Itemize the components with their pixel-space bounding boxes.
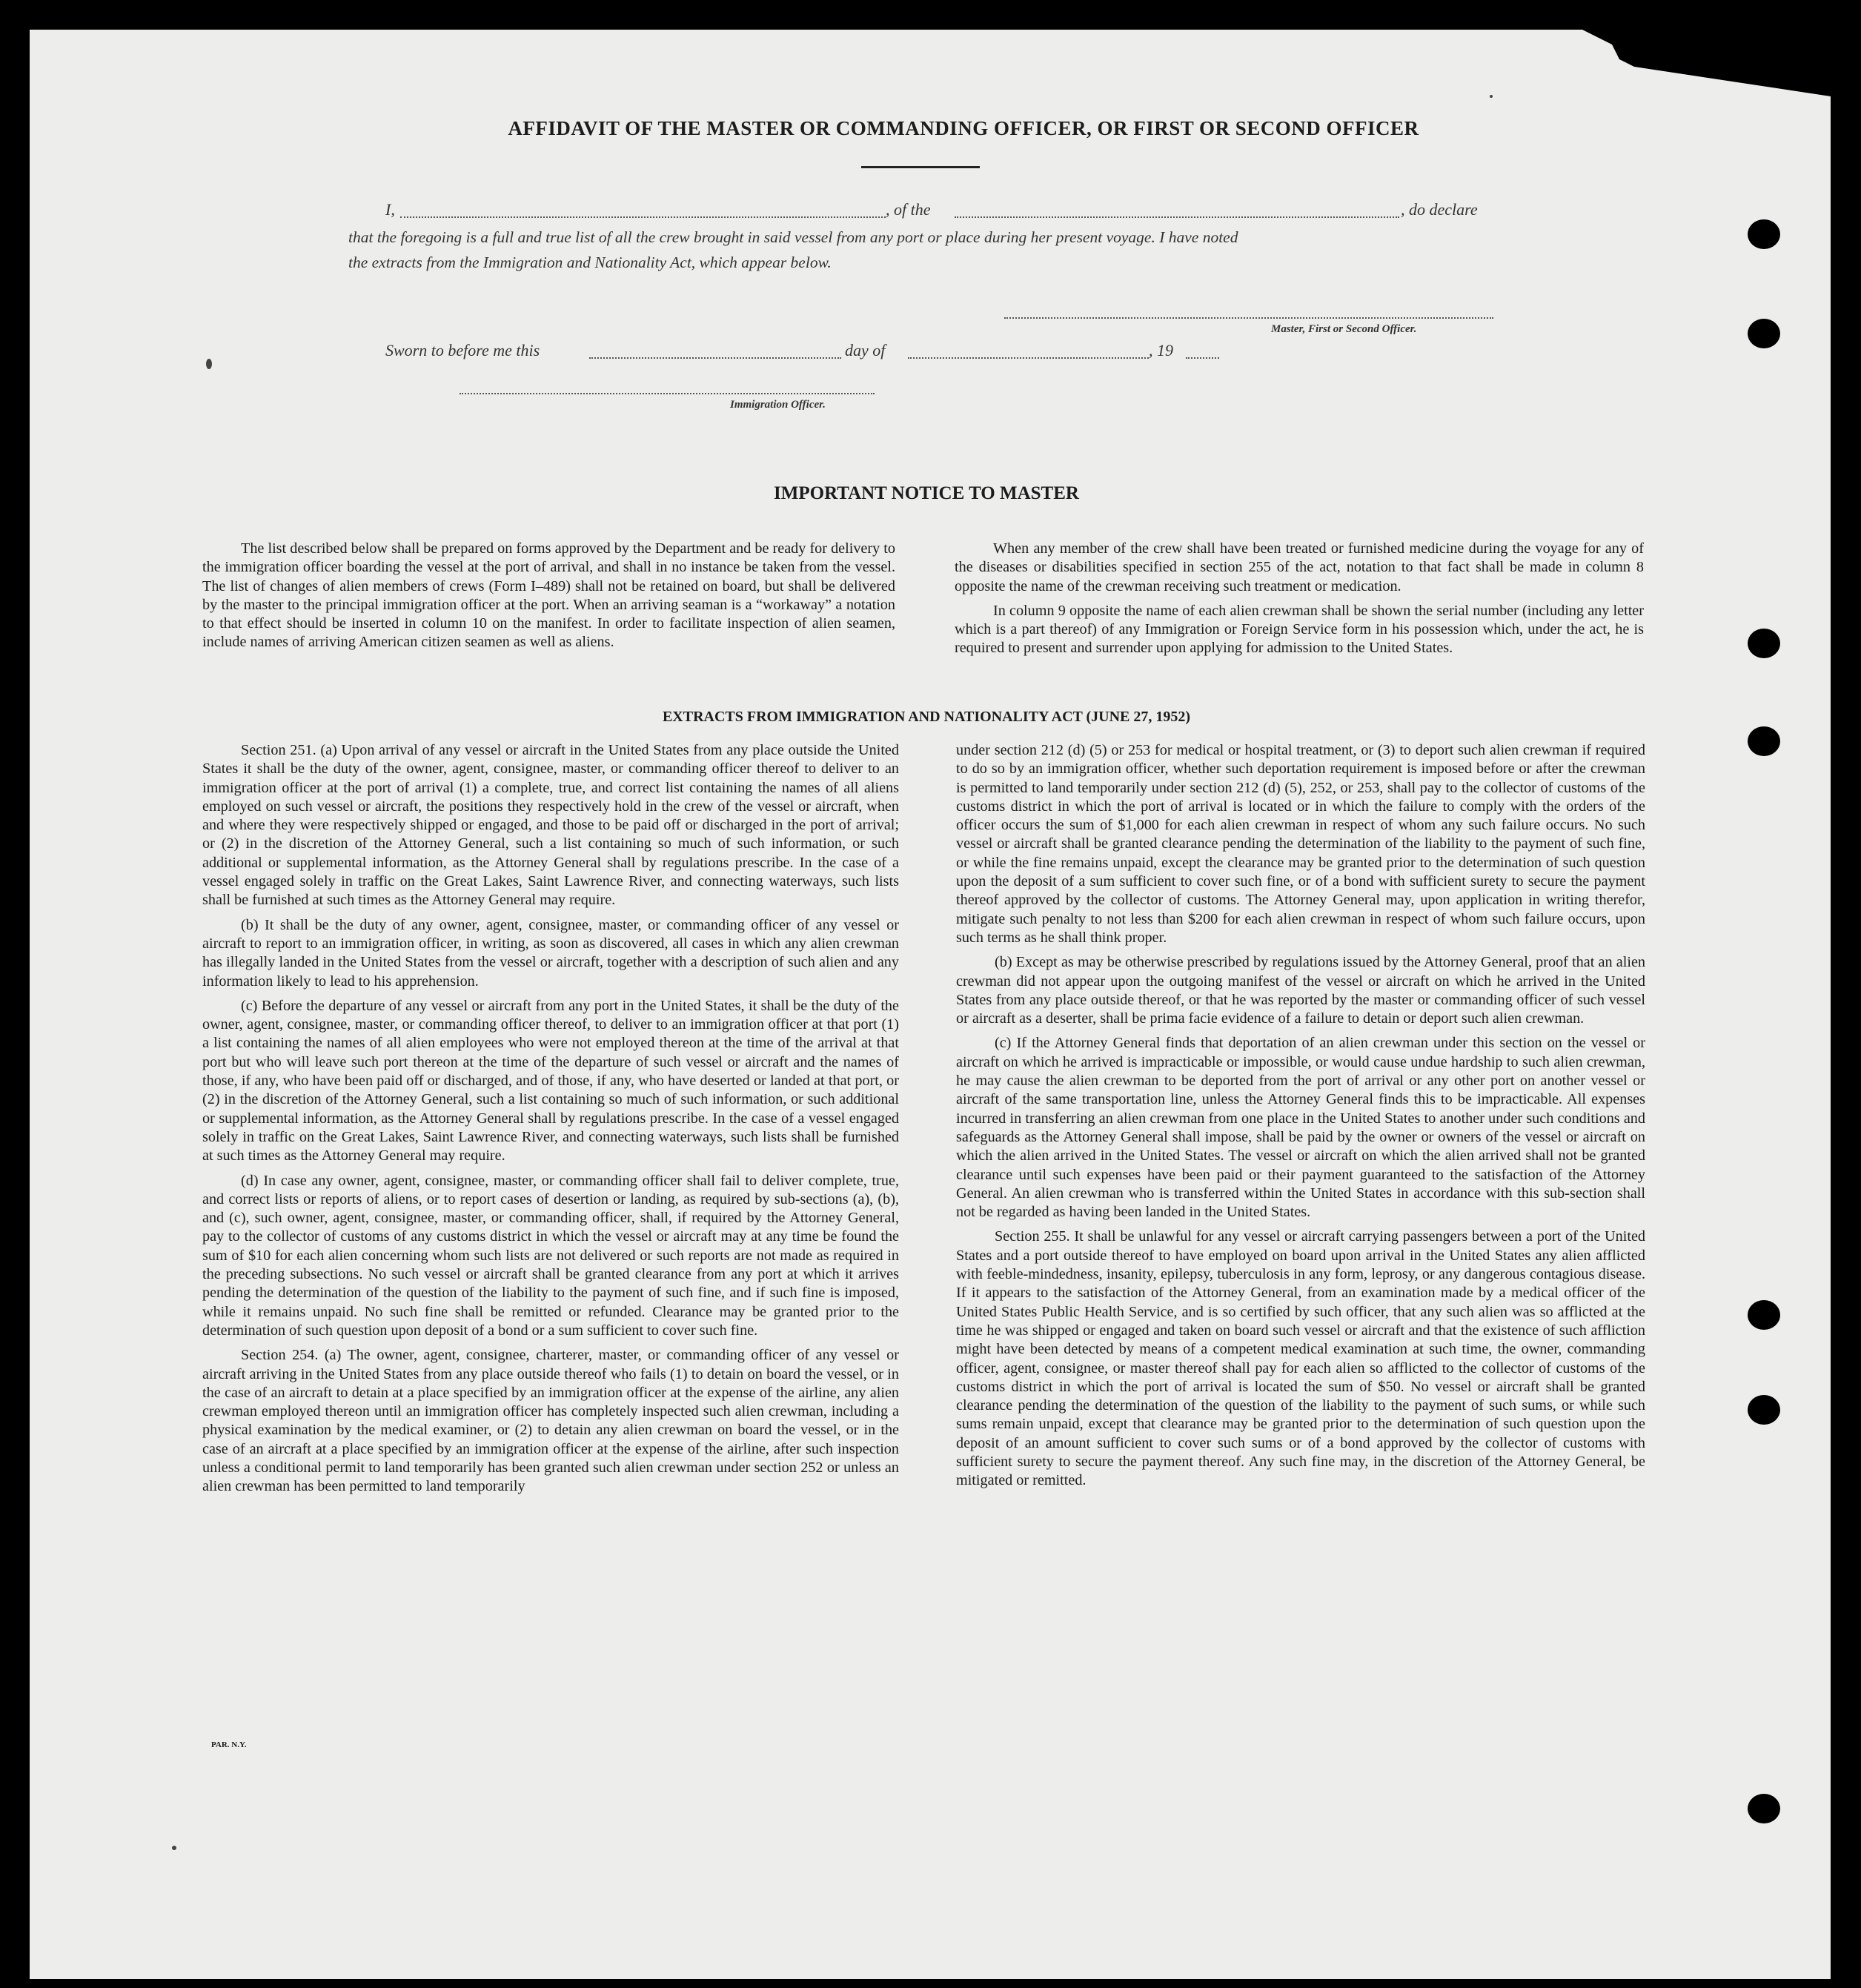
punch-hole (1748, 629, 1780, 658)
sworn-day-line (589, 357, 841, 359)
section-254-a: Section 254. (a) The owner, agent, consignee, charterer, master, or commanding officer of any vessel or aircraft arriving in the United States from any place outside thereof who fails (1) to detain on board the vessel, or in the case of an aircraft to detain at a place specified by an immigration officer at the expense of the airline, any alien crewman employed thereon until an immigration officer has completely inspected such alien crewman, including a physical examination by the medical examiner, or (2) to detain any alien crewman on board the vessel, or in the case of an aircraft at a place specified by an immigration officer at the expense of the airline, after such inspection unless a conditional permit to land temporarily has been granted such alien crewman under section 252 or unless an alien crewman has been permitted to land temporarily (202, 1347, 899, 1495)
declarant-label: I, (385, 200, 395, 219)
punch-hole (1748, 1395, 1780, 1425)
notice-right-paragraph-2: In column 9 opposite the name of each alien crewman shall be shown the serial number (including any letter which is a part thereof) of any Immigration or Foreign Service form in his possession which, under the act, he is required to present and surrender upon applying for admission to the United States. (955, 602, 1644, 657)
master-signature-line (1004, 317, 1493, 319)
speck (1490, 95, 1493, 98)
vessel-name-line (955, 216, 1399, 218)
officer-signature-line (460, 393, 875, 394)
speck (172, 1846, 176, 1850)
punch-hole (1748, 1794, 1780, 1823)
year-label: , 19 (1149, 341, 1173, 360)
master-signature-label: Master, First or Second Officer. (1271, 323, 1417, 335)
punch-hole (1748, 319, 1780, 348)
punch-hole (1748, 219, 1780, 249)
notice-left-column (202, 540, 895, 658)
sworn-month-line (908, 357, 1149, 359)
declaration-line: that the foregoing is a full and true list of all the crew brought in said vessel from any port or place during her present voyage. I have noted (348, 228, 1238, 246)
declare-label: , do declare (1401, 200, 1478, 219)
section-254-a-continued: under section 212 (d) (5) or 253 for medical or hospital treatment, or (3) to deport such alien crewman if required to do so by an immigration officer, whether such deportation requirement is imposed before or after the crewman is permitted to land temporarily under section 212 (d) (5), 252, or 253, shall pay to the collector of customs of the customs district in which the port of arrival is located or in which the failure to comply with the orders of the officer occurs the sum of $1,000 for each alien crewman in respect of whom any such failure occurs. No such vessel or aircraft shall be granted clearance pending the determination of the liability to the payment of such fine, or while the fine remains unpaid, except the clearance may be granted prior to the determination of such question upon the deposit of a sum sufficient to cover such fine, or of a bond with sufficient surety to secure the payment thereof approved by the collector of customs. The Attorney General may, upon application in writing therefor, mitigate such penalty to not less than $200 for each alien crewman in respect of whom such failure occurs, upon such terms as he shall think proper. (956, 742, 1645, 946)
section-251-a: Section 251. (a) Upon arrival of any vessel or aircraft in the United States from any place outside the United States it shall be the duty of the owner, agent, consignee, master, or commanding officer thereof to deliver to an immigration officer at the port of arrival (1) a complete, true, and correct list containing the names of all aliens employed on such vessel or aircraft, the positions they respectively hold in the crew of the vessel or aircraft, when and where they were respectively shipped or engaged, and those to be paid off or discharged in the port of arrival; or (2) in the discretion of the Attorney General, such a list containing so much of such information, or such additional or supplemental information, as the Attorney General shall by regulations prescribe. In the case of a vessel engaged solely in traffic on the Great Lakes, Saint Lawrence River, and connecting waterways, such lists shall be furnished at such times as the Attorney General may require. (202, 742, 899, 909)
notice-heading: IMPORTANT NOTICE TO MASTER (774, 483, 1079, 503)
extracts-right-column (956, 741, 1645, 1497)
notice-left-paragraph: The list described below shall be prepared on forms approved by the Department and be ready for delivery to the immigration officer boarding the vessel at the port of arrival, and shall in no instance be taken from the vessel. The list of changes of alien members of crews (Form I–489) shall not be retained on board, but shall be delivered by the master to the principal immigration officer at the port. When an arriving seaman is a “workaway” a notation to that effect should be inserted in column 10 on the manifest. In order to facilitate inspection of alien seamen, include names of arriving American citizen seamen as well as aliens. (202, 540, 895, 651)
declarant-name-line (400, 216, 886, 218)
section-251-d: (d) In case any owner, agent, consignee, master, or commanding officer shall fail to deliver complete, true, and correct lists or reports of aliens, or to report cases of desertion or landing, as required by sub-sections (a), (b), and (c), such owner, agent, consignee, master, or commanding officer, shall, if required by the Attorney General, pay to the collector of customs of any customs district in which the vessel or aircraft may at any time be found the sum of $10 for each alien concerning whom such lists are not delivered or such reports are not made as required in the preceding subsections. No such vessel or aircraft shall be granted clearance from any port at which it arrives pending the determination of the question of the liability to the payment of such fine, and if such fine is imposed, while it remains unpaid. No such fine shall be remitted or refunded. Clearance may be granted prior to the determination of such question upon deposit of a bond or a sum sufficient to cover such fine. (202, 1172, 899, 1339)
extracts-left-column (202, 741, 899, 1502)
speck (206, 359, 212, 369)
declaration-line-2: the extracts from the Immigration and Nationality Act, which appear below. (348, 254, 832, 271)
officer-signature-label: Immigration Officer. (730, 399, 826, 411)
year-line (1186, 357, 1219, 359)
printer-mark: PAR. N.Y. (211, 1740, 247, 1749)
notice-right-column (955, 540, 1644, 664)
day-of-label: day of (845, 341, 886, 360)
sworn-label: Sworn to before me this (385, 341, 540, 360)
punch-hole (1748, 726, 1780, 756)
section-254-b: (b) Except as may be otherwise prescribed by regulations issued by the Attorney General, proof that an alien crewman did not appear upon the outgoing manifest of the vessel or aircraft on which he arrived in the United States from any place outside thereof, or that he was reported by the master or commanding officer of such vessel or aircraft as a deserter, shall be prima facie evidence of a failure to detain or deport such alien crewman. (956, 954, 1645, 1027)
section-254-c: (c) If the Attorney General finds that deportation of an alien crewman under this section on the vessel or aircraft on which he arrived is impracticable or impossible, or would cause undue hardship to such alien crewman, he may cause the alien crewman to be deported from the port of arrival or any other port on another vessel or aircraft of the same transportation line, unless the Attorney General finds this to be impracticable. All expenses incurred in transferring an alien crewman from one place in the United States to another under such conditions and safeguards as the Attorney General shall impose, shall be paid by the owner or owners of the vessel or aircraft on which the alien arrived in the United States. The vessel or aircraft on which the alien arrived shall not be granted clearance until such expenses have been paid or their payment guaranteed to the satisfaction of the Attorney General. An alien crewman who is transferred within the United States in accordance with this sub-section shall not be regarded as having been landed in the United States. (956, 1035, 1645, 1221)
notice-right-paragraph-1: When any member of the crew shall have been treated or furnished medicine during the voyage for any of the diseases or disabilities specified in section 255 of the act, notation to that fact shall be made in column 8 opposite the name of the crewman receiving such treatment or medication. (955, 540, 1644, 594)
punch-hole (1748, 1300, 1780, 1330)
section-255: Section 255. It shall be unlawful for any vessel or aircraft carrying passengers between a port of the United States and a port outside thereof to have employed on board upon arrival in the United States any alien afflicted with feeble-mindedness, insanity, epilepsy, tuberculosis in any form, leprosy, or any dangerous contagious disease. If it appears to the satisfaction of the Attorney General, from an examination made by a medical officer of the United States Public Health Service, and is so certified by such officer, that any such alien was so afflicted at the time he was shipped or engaged and taken on board such vessel or aircraft and that the existence of such affliction might have been detected by means of a competent medical examination at such time, the owner, commanding officer, agent, consignee, or master thereof shall pay for each alien so afflicted to the collector of customs of the customs district in which the port of arrival is located the sum of $50. No vessel or aircraft shall be granted clearance pending the determination of the question of the liability to the payment of such sums, or while such sums remain unpaid, except that clearance may be granted prior to the determination of such question upon the deposit of an amount sufficient to cover such sums or of a bond approved by the collector of customs with sufficient surety to secure the payment thereof. Any such fine may, in the discretion of the Attorney General, be mitigated or remitted. (956, 1228, 1645, 1489)
section-251-c: (c) Before the departure of any vessel or aircraft from any port in the United States, it shall be the duty of the owner, agent, consignee, master, or commanding officer thereof, to deliver to an immigration officer at that port (1) a list containing the names of all alien employees who were not employed thereon at the time of the arrival at that port but who will leave such port thereon at the time of the departure of such vessel or aircraft and the names of those, if any, who have been paid off or discharged, and of those, if any, who have deserted or landed at that port, or (2) in the discretion of the Attorney General, such a list containing so much of such information, or such additional or supplemental information, as the Attorney General shall by regulations prescribe. In the case of a vessel engaged solely in traffic on the Great Lakes, Saint Lawrence River, and connecting waterways, such lists shall be furnished at such times as the Attorney General may require. (202, 997, 899, 1164)
title-underline (861, 166, 980, 168)
vessel-of-label: , of the (886, 200, 931, 219)
affidavit-title: AFFIDAVIT OF THE MASTER OR COMMANDING OFFICER, OR FIRST OR SECOND OFFICER (508, 117, 1419, 139)
section-251-b: (b) It shall be the duty of any owner, agent, consignee, master, or commanding officer of any vessel or aircraft to report to an immigration officer, in writing, as soon as discovered, all cases in which any alien crewman has illegally landed in the United States from the vessel or aircraft, together with a description of such alien and any information likely to lead to his apprehension. (202, 916, 899, 990)
extracts-heading: EXTRACTS FROM IMMIGRATION AND NATIONALITY ACT (JUNE 27, 1952) (662, 709, 1191, 725)
